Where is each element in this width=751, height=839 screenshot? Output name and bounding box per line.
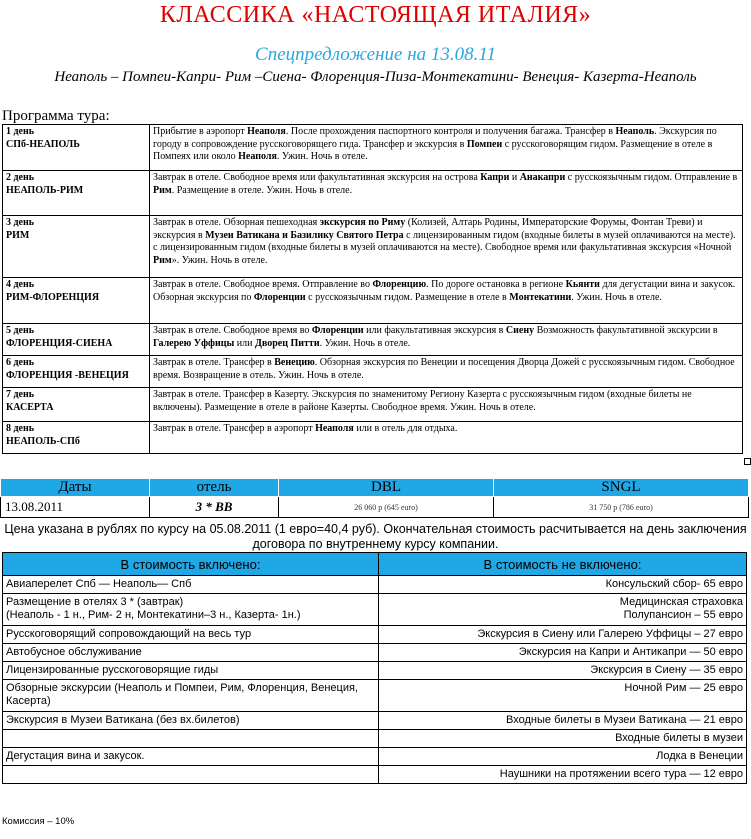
itinerary-day <box>3 356 150 388</box>
inclusions-table <box>2 552 747 784</box>
itinerary-description: Завтрак в отеле. Свободное время во Флоренции или факультативная экскурсия в Сиену Возможность факультативной экскурсии в Галерею Уффицы или Дворец Питти. Ужин. Ночь в отеле. <box>150 324 743 356</box>
itinerary-day <box>3 422 150 454</box>
day-number: 7 день <box>6 389 35 400</box>
included-item: Автобусное обслуживание <box>3 644 379 662</box>
itinerary-row <box>3 125 743 171</box>
price-dbl: 26 060 р (645 euro) <box>279 497 494 518</box>
inclusion-row <box>3 680 747 712</box>
itinerary-day <box>3 125 150 171</box>
inclusion-row <box>3 730 747 748</box>
itinerary-row <box>3 422 743 454</box>
inclusion-row <box>3 748 747 766</box>
price-header-dates: Даты <box>1 479 150 497</box>
inclusion-row <box>3 594 747 626</box>
included-item: Авиаперелет Спб — Неаполь— Спб <box>3 576 379 594</box>
price-header-dbl: DBL <box>279 479 494 497</box>
day-route: НЕАПОЛЬ-РИМ <box>6 184 84 196</box>
included-item: Обзорные экскурсии (Неаполь и Помпеи, Рим, Флоренция, Венеция, Касерта) <box>3 680 379 712</box>
included-item <box>3 730 379 748</box>
excluded-item: Лодка в Венеции <box>379 748 747 766</box>
excluded-header: В стоимость не включено: <box>379 553 747 576</box>
day-number: 6 день <box>6 357 35 368</box>
day-route: ФЛОРЕНЦИЯ -ВЕНЕЦИЯ <box>6 369 129 381</box>
itinerary-day <box>3 324 150 356</box>
itinerary-day <box>3 171 150 216</box>
excluded-item: Входные билеты в музеи <box>379 730 747 748</box>
excluded-item: Экскурсия в Сиену или Галерею Уффицы – 27 евро <box>379 626 747 644</box>
day-route: РИМ <box>6 229 30 241</box>
included-item <box>3 766 379 784</box>
itinerary-row <box>3 171 743 216</box>
excluded-item: Экскурсия на Капри и Антикапри — 50 евро <box>379 644 747 662</box>
program-label: Программа тура: <box>2 108 110 124</box>
day-route: РИМ-ФЛОРЕНЦИЯ <box>6 291 100 303</box>
itinerary-description: Завтрак в отеле. Трансфер в аэропорт Неаполя или в отель для отдыха. <box>150 422 743 454</box>
commission-note: Комиссия – 10% <box>2 816 75 827</box>
excluded-item: Наушники на протяжении всего тура — 12 евро <box>379 766 747 784</box>
day-number: 5 день <box>6 325 35 336</box>
included-item: Русскоговорящий сопровождающий на весь тур <box>3 626 379 644</box>
inclusion-row <box>3 712 747 730</box>
price-header-sngl: SNGL <box>494 479 749 497</box>
tour-title: КЛАССИКА «НАСТОЯЩАЯ ИТАЛИЯ» <box>159 2 592 28</box>
day-number: 1 день <box>6 126 35 137</box>
itinerary-day <box>3 388 150 422</box>
itinerary-description: Завтрак в отеле. Обзорная пешеходная экскурсия по Риму (Колизей, Алтарь Родины, Императорские Форумы, Фонтан Треви) и экскурсия в Музеи Ватикана и Базилику Святого Петра с лицензированным гидом (входные билеты в музей оплачиваются на месте). с лицензированным гидом (входные билеты в музей оплачиваются на месте). Свободное время или факультативная экскурсия «Ночной Рим». Ужин. Ночь в отеле. <box>150 216 743 278</box>
inclusion-row <box>3 626 747 644</box>
day-number: 4 день <box>6 279 35 290</box>
excluded-item: Медицинская страховка Полупансион – 55 евро <box>379 594 747 626</box>
itinerary-row <box>3 324 743 356</box>
itinerary-table <box>2 124 743 454</box>
itinerary-row <box>3 278 743 324</box>
day-number: 2 день <box>6 172 35 183</box>
itinerary-row <box>3 216 743 278</box>
itinerary-day <box>3 216 150 278</box>
special-offer-subtitle: Спецпредложение на 13.08.11 <box>255 44 496 65</box>
itinerary-row <box>3 356 743 388</box>
included-item: Лицензированные русскоговорящие гиды <box>3 662 379 680</box>
price-sngl: 31 750 р (786 euro) <box>494 497 749 518</box>
price-header-hotel: отель <box>150 479 279 497</box>
itinerary-day <box>3 278 150 324</box>
inclusion-row <box>3 766 747 784</box>
tour-route: Неаполь – Помпеи-Капри- Рим –Сиена- Флоренция-Пиза-Монтекатини- Венеция- Казерта-Неаполь <box>54 69 697 85</box>
table-resize-handle[interactable] <box>744 458 751 465</box>
excluded-item: Входные билеты в Музеи Ватикана — 21 евро <box>379 712 747 730</box>
itinerary-description: Завтрак в отеле. Свободное время. Отправление во Флоренцию. По дороге остановка в регионе Кьянти для дегустации вина и закусок. Обзорная экскурсия по Флоренции с русскоязычным гидом. Размещение в отеле в Монтекатини. Ужин. Ночь в отеле. <box>150 278 743 324</box>
itinerary-description: Завтрак в отеле. Свободное время или факультативная экскурсия на острова Капри и Анакапри с русскоязычным гидом. Отправление в Рим. Размещение в отеле. Ужин. Ночь в отеле. <box>150 171 743 216</box>
inclusion-row <box>3 644 747 662</box>
excluded-item: Ночной Рим — 25 евро <box>379 680 747 712</box>
day-number: 8 день <box>6 423 35 434</box>
day-route: КАСЕРТА <box>6 401 54 413</box>
day-route: ФЛОРЕНЦИЯ-СИЕНА <box>6 337 113 349</box>
inclusion-row <box>3 576 747 594</box>
itinerary-description: Завтрак в отеле. Трансфер в Казерту. Экскурсия по знаменитому Региону Казерта с русскоязычным гидом (входные билеты не включены). Размещение в отеле в районе Казерты. Свободное время. Ужин. Ночь в отеле. <box>150 388 743 422</box>
day-route: НЕАПОЛЬ-СПб <box>6 435 80 447</box>
price-hotel: 3 * BB <box>150 497 279 518</box>
day-route: СПб-НЕАПОЛЬ <box>6 138 80 150</box>
excluded-item: Экскурсия в Сиену — 35 евро <box>379 662 747 680</box>
inclusion-row <box>3 662 747 680</box>
price-date: 13.08.2011 <box>1 497 150 518</box>
included-item: Дегустация вина и закусок. <box>3 748 379 766</box>
excluded-item: Консульский сбор- 65 евро <box>379 576 747 594</box>
price-table <box>0 478 749 518</box>
included-item: Размещение в отелях 3 * (завтрак) (Неаполь - 1 н., Рим- 2 н, Монтекатини–3 н., Казерта- 1н.) <box>3 594 379 626</box>
day-number: 3 день <box>6 217 35 228</box>
included-item: Экскурсия в Музеи Ватикана (без вх.билетов) <box>3 712 379 730</box>
itinerary-description: Прибытие в аэропорт Неаполя. После прохождения паспортного контроля и получения багажа. Трансфер в Неаполь. Экскурсия по городу в сопровождение русскоговорящего гида. Трансфер и экскурсия в Помпеи с русскоговорящим гидом. Размещение в отеле в Помпеях или около Неаполя. Ужин. Ночь в отеле. <box>150 125 743 171</box>
price-note: Цена указана в рублях по курсу на 05.08.2011 (1 евро=40,4 руб). Окончательная стоимость расчитывается на день заключения договора по внутреннему курсу компании. <box>4 522 747 551</box>
itinerary-row <box>3 388 743 422</box>
itinerary-description: Завтрак в отеле. Трансфер в Венецию. Обзорная экскурсия по Венеции и посещения Дворца Дожей с русскоязычным гидом. Свободное время. Возвращение в отель. Ужин. Ночь в отеле. <box>150 356 743 388</box>
included-header: В стоимость включено: <box>3 553 379 576</box>
